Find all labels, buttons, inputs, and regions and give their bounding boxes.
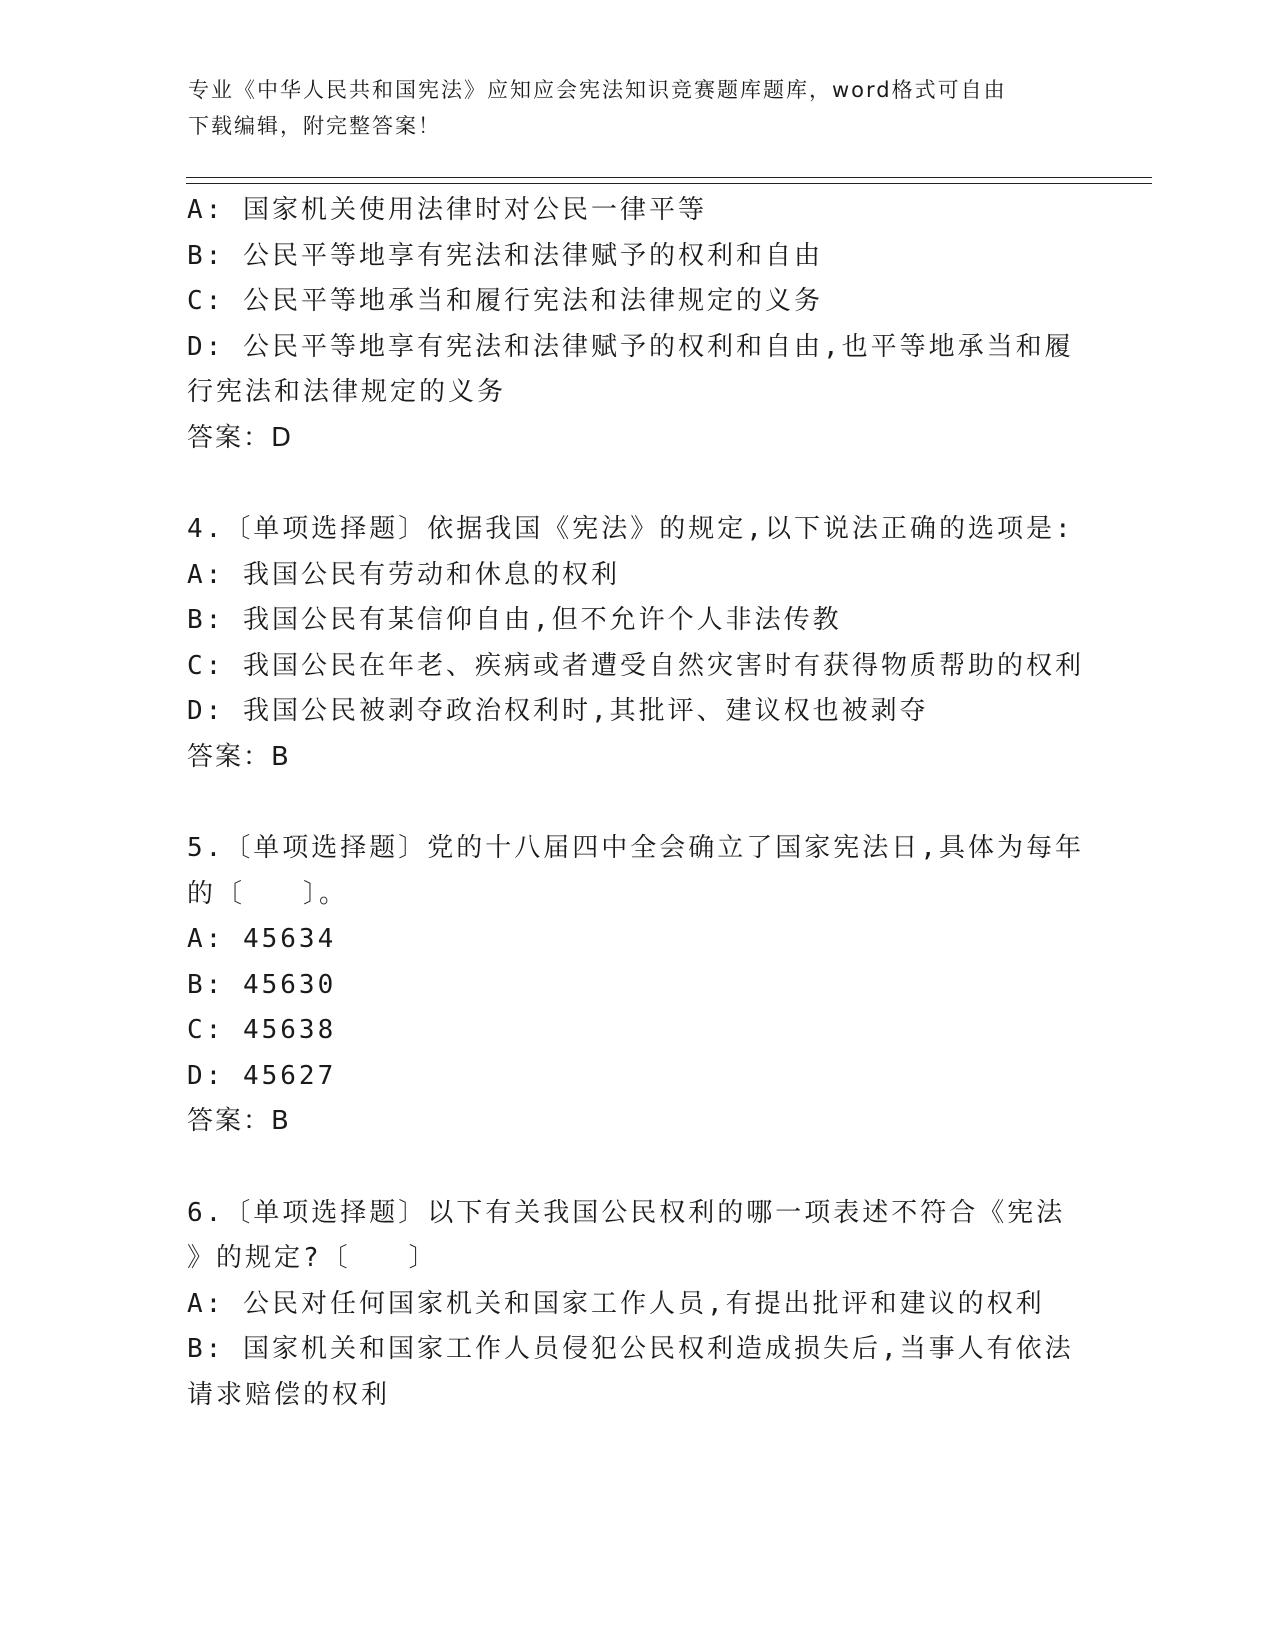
question-3 bbox=[187, 188, 1087, 461]
question-text-continued: 的〔 〕。 bbox=[187, 878, 349, 909]
answer: 答案：B bbox=[187, 741, 291, 772]
question-text: 4.〔单项选择题〕依据我国《宪法》的规定,以下说法正确的选项是: bbox=[187, 514, 1074, 544]
question-list bbox=[187, 188, 1087, 1418]
document-header bbox=[188, 72, 1088, 144]
question-4 bbox=[187, 507, 1087, 780]
option-b: B: 公民平等地享有宪法和法律赋予的权利和自由 bbox=[187, 240, 823, 271]
answer: 答案：B bbox=[187, 1106, 291, 1136]
header-divider-top bbox=[186, 177, 1152, 178]
option-b-continued: 请求赔偿的权利 bbox=[187, 1379, 391, 1410]
option-d: D: 45627 bbox=[187, 1060, 337, 1091]
option-c: C: 公民平等地承当和履行宪法和法律规定的义务 bbox=[187, 286, 823, 316]
header-line-1: 专业《中华人民共和国宪法》应知应会宪法知识竞赛题库题库，word格式可自由 bbox=[188, 78, 1007, 102]
option-a: A: 我国公民有劳动和休息的权利 bbox=[187, 559, 620, 590]
option-a: A: 45634 bbox=[187, 924, 337, 954]
header-line-2: 下载编辑，附完整答案！ bbox=[188, 114, 441, 138]
option-a: A: 公民对任何国家机关和国家工作人员,有提出批评和建议的权利 bbox=[187, 1288, 1045, 1319]
option-c: C: 我国公民在年老、疾病或者遭受自然灾害时有获得物质帮助的权利 bbox=[187, 650, 1084, 681]
option-d-continued: 行宪法和法律规定的义务 bbox=[187, 377, 507, 407]
question-text-continued: 》的规定?〔 〕 bbox=[187, 1243, 438, 1273]
question-text: 5.〔单项选择题〕党的十八届四中全会确立了国家宪法日,具体为每年 bbox=[187, 833, 1084, 863]
question-5 bbox=[187, 826, 1087, 1145]
option-d: D: 我国公民被剥夺政治权利时,其批评、建议权也被剥夺 bbox=[187, 696, 929, 726]
header-divider-bottom bbox=[186, 183, 1152, 184]
option-d: D: 公民平等地享有宪法和法律赋予的权利和自由,也平等地承当和履 bbox=[187, 331, 1074, 362]
option-a: A: 国家机关使用法律时对公民一律平等 bbox=[187, 195, 707, 225]
option-b: B: 国家机关和国家工作人员侵犯公民权利造成损失后,当事人有依法 bbox=[187, 1334, 1074, 1364]
option-b: B: 我国公民有某信仰自由,但不允许个人非法传教 bbox=[187, 605, 842, 635]
option-c: C: 45638 bbox=[187, 1015, 337, 1045]
question-text: 6.〔单项选择题〕以下有关我国公民权利的哪一项表述不符合《宪法 bbox=[187, 1197, 1066, 1228]
question-6 bbox=[187, 1191, 1087, 1419]
answer: 答案：D bbox=[187, 422, 294, 453]
option-b: B: 45630 bbox=[187, 969, 337, 1000]
